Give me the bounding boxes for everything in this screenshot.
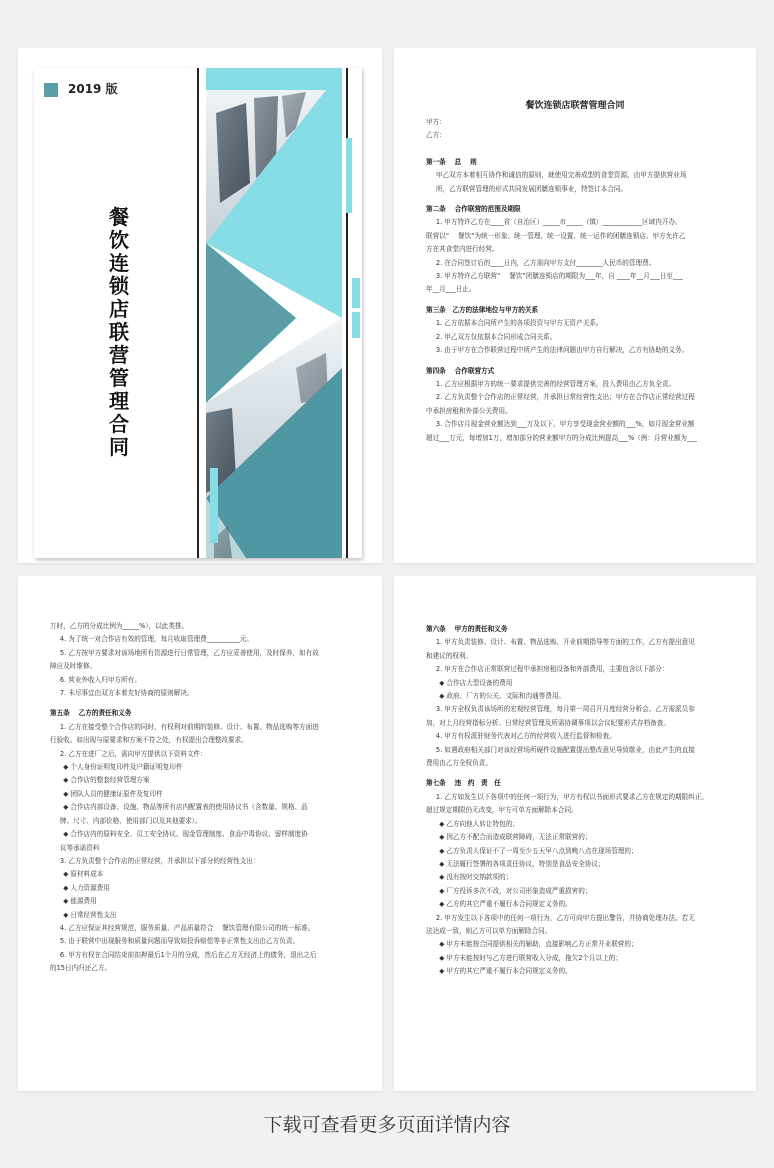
text-line: 2. 乙方在进厂之后，需向甲方提供以下资料文件： xyxy=(59,749,207,758)
accent-bar-left xyxy=(210,468,218,543)
text-line: ◆ 合作店内的原料安全、员工安全协议、现金管理制度、食品中毒协议、留样制度协 xyxy=(63,830,308,839)
accent-bar-right-1 xyxy=(346,138,352,213)
text-line: 加，对上月经营指标分析、日常经营管理及所需协调事项以会议纪要形式存档备查。 xyxy=(426,718,670,727)
text-line: 甲乙双方本着相互协作和诚信的原则，就使用完善成型的食堂资源，由甲方提供营业场 xyxy=(435,171,687,180)
text-line: 2. 乙方负责整个合作店的正常经营，并承担日常经营性支出；甲方在合作店正常经营过程 xyxy=(435,393,695,402)
text-line: ◆ 政府、厂方的公关、文际和沟通等费用。 xyxy=(439,692,566,701)
text-line: ◆ 无法履行签署的各项责任协议，特别是食品安全协议； xyxy=(439,859,605,868)
text-line: ◆ 甲方的其它严重不履行本合同规定义务的。 xyxy=(439,967,572,976)
text-line: 的15日内归还乙方。 xyxy=(50,964,112,973)
text-line: 1. 乙方依据本合同所产生的各项投资与甲方无资产关系。 xyxy=(435,319,603,328)
contract-title: 餐饮连锁店联营管理合同 xyxy=(525,101,625,111)
section-heading: 第六条 甲方的责任和义务 xyxy=(426,625,508,633)
text-line: ◆ 甲方未能按时与乙方进行联营收入分成，拖欠2个月以上的； xyxy=(439,953,622,962)
cover-divider-line-left xyxy=(197,68,199,558)
text-line: 中承担房租和外部公关费用。 xyxy=(426,406,512,415)
text-line: 3. 甲方特许乙方联营“ 餐饮”团膳连锁店的期限为___年，自 ____年__月___日至___ xyxy=(435,272,683,281)
text-line: 5. 如遇政府相关部门对该经营场所硬件设施配置提出整改意见导致歇业，由此产生的直接 xyxy=(435,745,695,754)
page-4-body xyxy=(426,616,726,979)
text-line: 法达成一致，则乙方可以单方面解除合同。 xyxy=(426,926,552,935)
text-line: 1. 乙方在接受整个合作店的同时，有权利对前期的装修、设计、布置、物品选购等方面进 xyxy=(59,722,319,731)
section-heading: 第三条 乙方的法律地位与甲方的关系 xyxy=(426,305,539,314)
text-line: 2. 甲方在合作店正常联营过程中承担房租设备和外部费用，主要包含以下部分： xyxy=(435,665,669,674)
text-line: 费用由乙方全权负责。 xyxy=(426,759,492,768)
accent-bar-right-2 xyxy=(352,278,360,308)
text-line: 4. 甲方有权派驻财务代表对乙方的经营收入进行监督和检查。 xyxy=(435,732,616,741)
text-line: ◆ 甲方未能按合同提供相关的辅助，直接影响乙方正常开业联营的； xyxy=(439,940,638,949)
cover-geometric-art xyxy=(206,68,342,558)
text-line: 方在其食堂内进行经营。 xyxy=(426,245,499,254)
text-line: 4. 乙方应保证其经营规范，服务质量、产品质量符合 餐饮管理有限公司的统一标准。 xyxy=(59,923,315,932)
text-line: ◆ 没有按时交纳款项的； xyxy=(439,873,513,882)
text-line: ◆ 原材料成本 xyxy=(63,870,104,879)
contract-page-4 xyxy=(394,576,756,1091)
text-line: 超过___万元，每增加1万，增加部分的营业额甲方的分成比例提高___%（例：月营业额为___ xyxy=(426,433,697,442)
section-heading: 第四条 合作联营方式 xyxy=(426,366,495,375)
text-line: 1. 甲方特许乙方在____省（自治区）_____市_____（镇）____________区域内开办、 xyxy=(435,218,682,227)
text-line: 年__月___日止。 xyxy=(426,285,476,294)
text-line: 2. 在合同签订后的____日内，乙方需向甲方支付________人民币的管理费。 xyxy=(435,258,656,267)
accent-bar-right-3 xyxy=(352,312,360,338)
text-line: ◆ 合作店大型设备的费用 xyxy=(439,678,513,687)
text-line: 5. 由于联营中出现服务和质量问题而导致如投诉赔偿等非正常性支出由乙方负责。 xyxy=(59,937,300,946)
text-line: 4. 为了统一对合作店有效的管理，每月收取管理费__________元。 xyxy=(59,635,253,644)
text-line: 3. 乙方负责整个合作店的正常经营，并承担以下部分的经营性支出： xyxy=(59,856,260,865)
teal-band-top xyxy=(206,68,342,90)
text-line: 1. 甲方负责装修、设计、布置、物品选购、开业前期指导等方面的工作，乙方有提出意见 xyxy=(435,638,695,647)
text-line: ◆ 合作店的整套经营管理方案 xyxy=(63,776,150,785)
cover-sheet xyxy=(34,68,362,558)
text-line: ◆ 日常经营性支出 xyxy=(63,910,117,919)
text-line: 乙方： xyxy=(426,131,446,140)
text-line: ◆ 合作店内部设备、设施、物品等所有店内配置表的使用协议书（含数量、规格、品 xyxy=(63,803,308,812)
text-line: ◆ 团队人员的健康证原件及复印件 xyxy=(63,789,163,798)
text-line: 3. 由于甲方在合作联营过程中所产生的法律问题由甲方自行解决，乙方有协助的义务。 xyxy=(435,346,689,355)
contract-page-3 xyxy=(18,576,382,1091)
contract-page-2 xyxy=(394,48,756,563)
text-line: 6. 营业外收入归甲方所有。 xyxy=(59,675,141,684)
text-line: ◆ 厂方投诉多次不改，对公司形象造成严重损害的； xyxy=(439,886,592,895)
text-line: ◆ 人力资源费用 xyxy=(63,883,110,892)
text-line: 3. 甲方全权负责该场所的宏观经营管理，每月第一周召开月度经营分析会。乙方需派员参 xyxy=(435,705,695,714)
text-line: ◆ 乙方向他人转让特包的； xyxy=(439,819,519,828)
section-heading: 第一条 总 则 xyxy=(426,157,477,166)
spacer xyxy=(426,143,726,149)
page-3-body xyxy=(50,620,350,976)
text-line: 联营以“ 餐饮”为统一形象、统一管理、统一设置、统一运作的团膳连锁店。甲方允许乙 xyxy=(426,231,686,240)
text-line: 3. 合作店月现金营业额达到___万及以下，甲方享受现金营业额的___%，如月现金营业额 xyxy=(435,420,695,429)
text-line: 7. 未尽事宜由双方本着友好协商的原则解决。 xyxy=(59,689,194,698)
text-line: 1. 乙方如发生以下各项中的任何一项行为，甲方有权以书面形式要求乙方在规定的期限纠正。 xyxy=(435,792,709,801)
text-line: ◆ 个人身份证明复印件及户籍证明复印件 xyxy=(63,763,183,772)
text-line: 和建议的权利。 xyxy=(426,651,473,660)
text-line: 2. 甲方发生以下各项中的任何一项行为，乙方可向甲方提出警告，并协商处理办法。若无 xyxy=(435,913,695,922)
cover-page xyxy=(18,48,382,563)
text-line: ◆ 乙方的其它严重不履行本合同规定义务的。 xyxy=(439,900,572,909)
section-heading: 第二条 合作联营的范围及期限 xyxy=(426,205,521,214)
text-line: 所，乙方联营管理的形式共同发展团膳连锁事业，特签订本合同。 xyxy=(435,184,628,193)
text-line: 2. 甲乙双方仅依据本合同形成合同关系。 xyxy=(435,332,557,341)
text-line: 甲方： xyxy=(426,118,446,126)
text-line: 1. 乙方应根据甲方的统一要求提供完善的经营管理方案，投入费用由乙方负全责。 xyxy=(435,379,676,388)
text-line: 牌、尺寸、内部价格、使用部门以及其他要求）。 xyxy=(59,816,202,825)
text-line: 障应及时维修。 xyxy=(50,662,97,671)
text-line: 6. 甲方有权在合同结束前扣押最后1个月的分成，然后在乙方无经济上的债务，退出之后 xyxy=(59,950,317,959)
text-line: ◆ 因乙方不配合而造成联营障碍，无法正常联营的； xyxy=(439,833,592,842)
text-line: 超过规定期限仍无改变，甲方可单方面解除本合同。 xyxy=(426,806,578,815)
page-2-body xyxy=(426,116,726,445)
text-line: 议等承诺资料 xyxy=(59,843,100,852)
version-square xyxy=(44,83,58,97)
text-line: 万时，乙方的分成比例为_____%），以此类推。 xyxy=(50,622,189,630)
text-line: ◆ 乙方负责人保证不了一周至少五天早八点到晚八点在现场管理的； xyxy=(439,846,638,855)
text-line: ◆ 能源费用 xyxy=(63,897,97,906)
download-more-caption: 下载可查看更多页面详情内容 xyxy=(263,1114,511,1136)
text-line: 行验收。如出现与原要求和方案不符之处，有权提出合理整改要求。 xyxy=(50,736,248,745)
text-line: 5. 乙方按甲方要求对该场地所有资源进行日常管理，乙方应妥善使用，及时保养，如有故 xyxy=(59,648,319,657)
section-heading: 第七条 违 约 责 任 xyxy=(426,779,501,788)
cover-title: 餐饮连锁店联营管理合同 xyxy=(109,205,129,459)
version-label: 2019 版 xyxy=(68,82,118,96)
section-heading: 第五条 乙方的责任和义务 xyxy=(50,709,132,718)
